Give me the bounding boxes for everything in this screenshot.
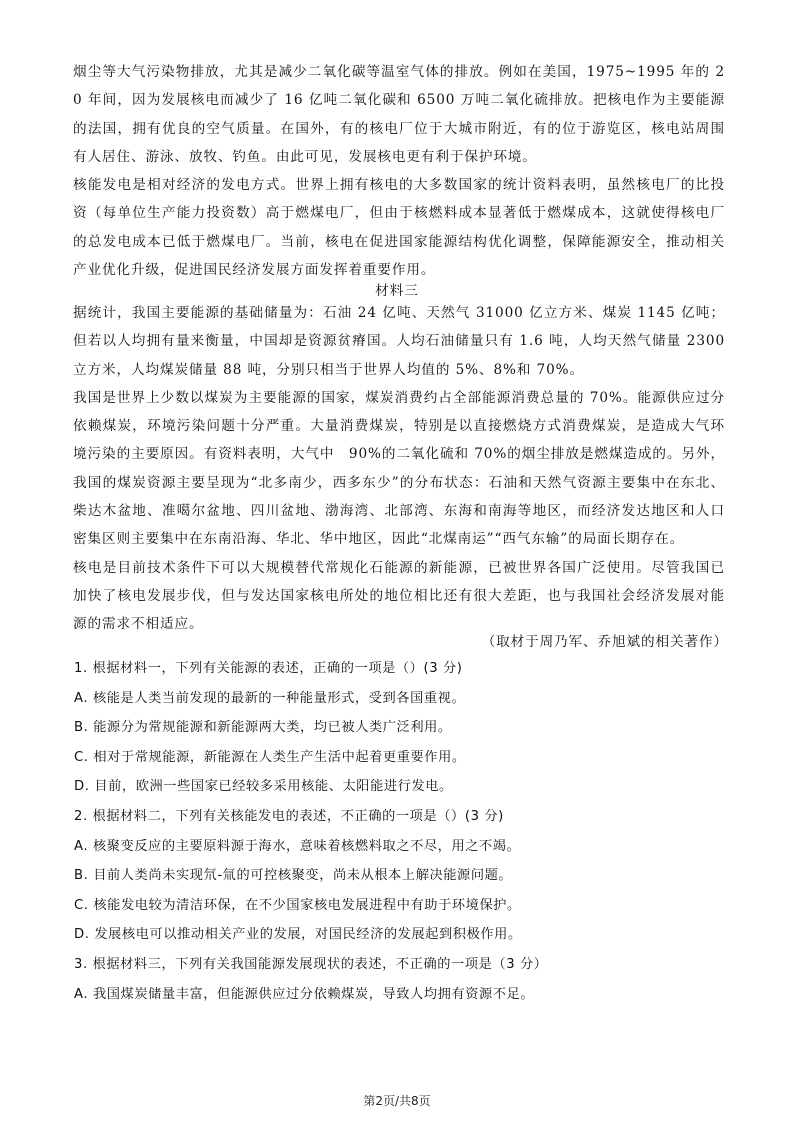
- question-stem: 1. 根据材料一，下列有关能源的表述，正确的一项是（）(3 分): [74, 661, 463, 676]
- page-number: 第2页/共8页: [363, 1094, 431, 1108]
- material-two-continued: [73, 58, 725, 284]
- source-citation: （取材于周乃军、乔旭斌的相关著作）: [481, 634, 728, 650]
- answer-option: A. 核能是人类当前发现的最新的一种能量形式，受到各国重视。: [74, 690, 466, 706]
- paragraph: 核电是目前技术条件下可以大规模替代常规化石能源的新能源，已被世界各国广泛使用。尽管我国已加快了核电发展步伐，但与发达国家核电所处的地位相比还有很大差距，也与我国社会经济发展对能源的需求不相适应。: [73, 559, 725, 633]
- answer-option: A. 我国煤炭储量丰富，但能源供应过分依赖煤炭，导致人均拥有资源不足。: [74, 986, 535, 1002]
- answer-option: D. 目前，欧洲一些国家已经较多采用核能、太阳能进行发电。: [74, 779, 453, 795]
- paragraph: 据统计，我国主要能源的基础储量为：石油 24 亿吨、天然气 31000 亿立方米、煤炭 1145 亿吨；但若以人均拥有量来衡量，中国却是资源贫瘠国。人均石油储量只有 1.6 吨，人均天然气储量 2300 立方米，人均煤炭储量 88 吨，分别只相当于世界人均值的 5%、8%和 70%。: [73, 305, 725, 378]
- answer-option: D. 发展核电可以推动相关产业的发展，对国民经济的发展起到积极作用。: [74, 927, 522, 943]
- answer-option: B. 目前人类尚未实现氘-氚的可控核聚变，尚未从根本上解决能源问题。: [74, 868, 513, 884]
- paragraph: 我国是世界上少数以煤炭为主要能源的国家，煤炭消费约占全部能源消费总量的 70%。能源供应过分依赖煤炭，环境污染问题十分严重。大量消费煤炭，特别是以直接燃烧方式消费煤炭，是造成大气环境污染的主要原因。有资料表明，大气中 90%的二氧化硫和 70%的烟尘排放是燃煤造成的。另外，我国的煤炭资源主要呈现为“北多南少，西多东少”的分布状态：石油和天然气资源主要集中在东北、柴达木盆地、准噶尔盆地、四川盆地、渤海湾、北部湾、东海和南海等地区，而经济发达地区和人口密集区则主要集中在东南沿海、华北、华中地区，因此“北煤南运”“西气东输”的局面长期存在。: [73, 389, 725, 548]
- answer-option: C. 相对于常规能源，新能源在人类生产生活中起着更重要作用。: [74, 749, 466, 765]
- question-list: [74, 654, 726, 1009]
- answer-option: B. 能源分为常规能源和新能源两大类，均已被人类广泛利用。: [74, 720, 452, 736]
- paragraph: 烟尘等大气污染物排放，尤其是减少二氧化碳等温室气体的排放。例如在美国，1975~1995 年的 20 年间，因为发展核电而减少了 16 亿吨二氧化碳和 6500 万吨二氧化硫排放。把核电作为主要能源的法国，拥有优良的空气质量。在国外，有的核电厂位于大城市附近，有的位于游览区，核电站周围有人居住、游泳、放牧、钓鱼。由此可见，发展核电更有利于保护环境。: [73, 64, 725, 165]
- answer-option: A. 核聚变反应的主要原料源于海水，意味着核燃料取之不尽，用之不竭。: [74, 838, 521, 854]
- material-three-body: [73, 299, 725, 639]
- material-three-heading: 材料三: [375, 283, 419, 299]
- paragraph: 核能发电是相对经济的发电方式。世界上拥有核电的大多数国家的统计资料表明，虽然核电厂的比投资（每单位生产能力投资数）高于燃煤电厂，但由于核燃料成本显著低于燃煤成本，这就使得核电厂的总发电成本已低于燃煤电厂。当前，核电在促进国家能源结构优化调整，保障能源安全，推动相关产业优化升级，促进国民经济发展方面发挥着重要作用。: [73, 177, 725, 279]
- question-stem: 3. 根据材料三，下列有关我国能源发展现状的表述，不正确的一项是（3 分）: [74, 956, 548, 972]
- question-stem: 2. 根据材料二，下列有关核能发电的表述，不正确的一项是（）(3 分): [74, 808, 504, 824]
- answer-option: C. 核能发电较为清洁环保，在不少国家核电发展进程中有助于环境保护。: [74, 897, 521, 913]
